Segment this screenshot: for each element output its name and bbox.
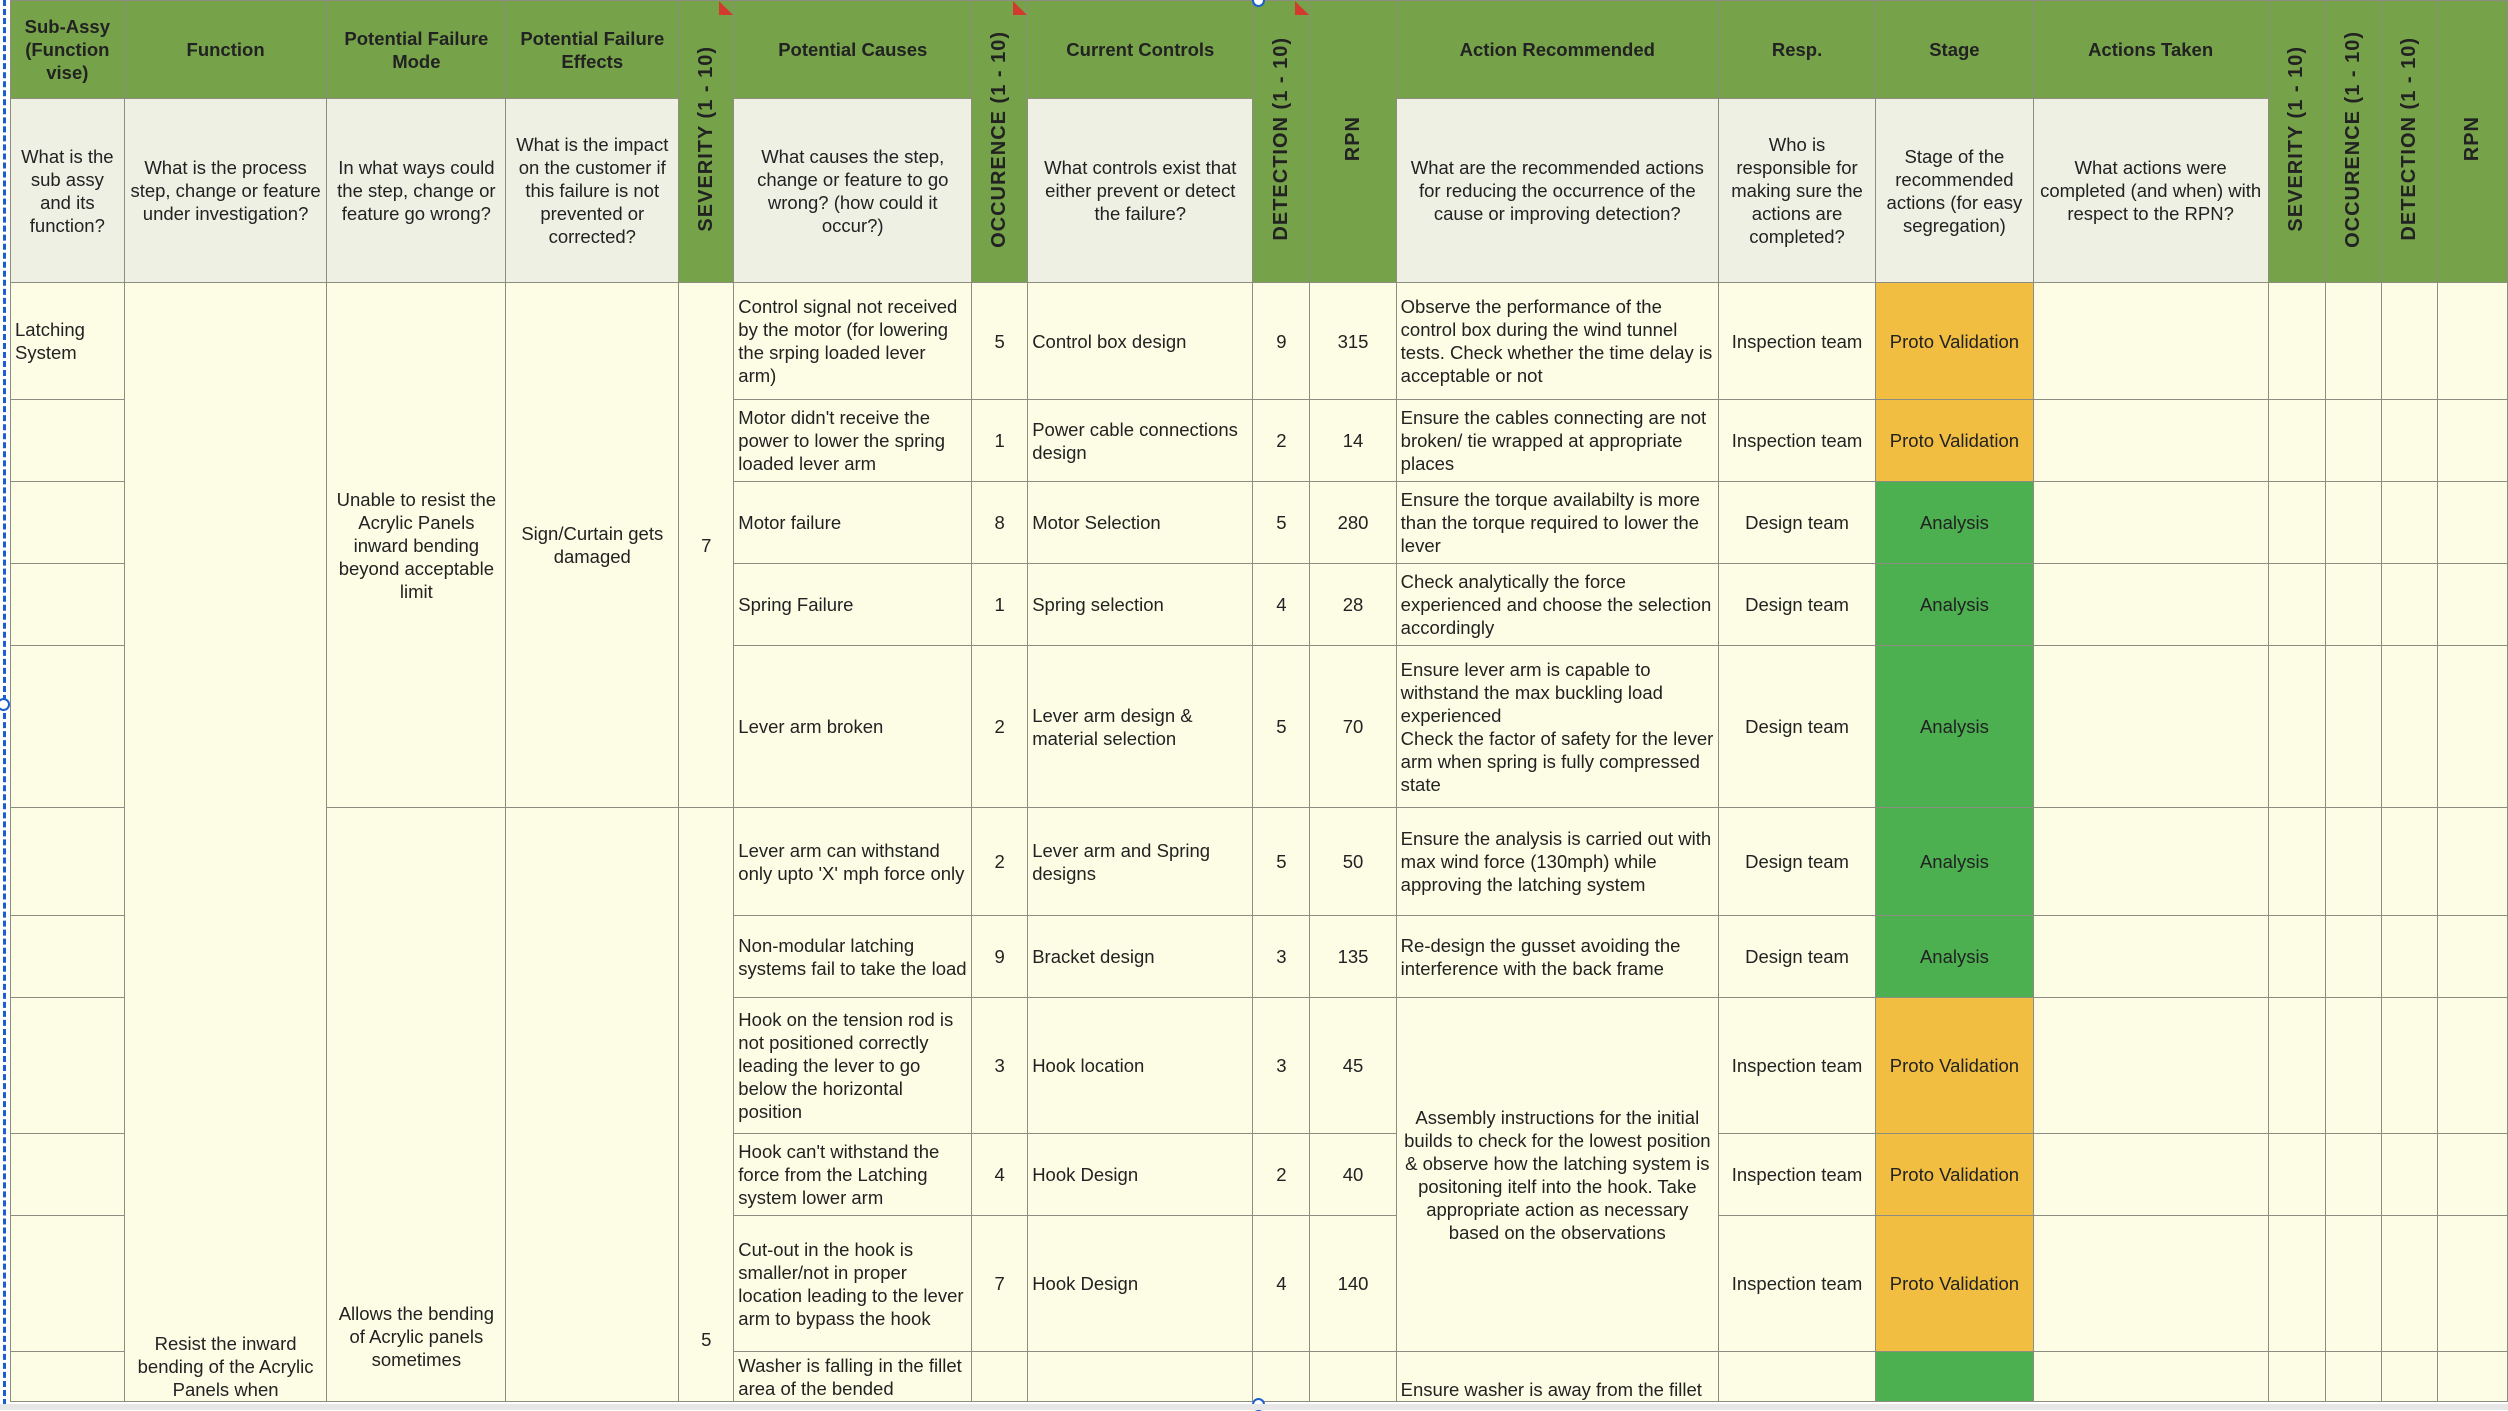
cell-detection[interactable]: 5: [1253, 808, 1310, 916]
col-header-function[interactable]: Function: [124, 1, 327, 99]
subheader-subassy[interactable]: What is the sub assy and its function?: [11, 99, 125, 283]
comment-marker-icon[interactable]: [1295, 1, 1309, 15]
cell-occurrence[interactable]: 9: [972, 916, 1028, 998]
cell-rpn-new[interactable]: [2438, 808, 2508, 916]
cell-detection[interactable]: 3: [1253, 916, 1310, 998]
cell-actions-taken[interactable]: [2033, 1216, 2268, 1352]
cell-stage[interactable]: Analysis: [1876, 646, 2034, 808]
cell-detection[interactable]: 2: [1253, 400, 1310, 482]
cell-stage[interactable]: Analysis: [1876, 564, 2034, 646]
cell-detection[interactable]: 9: [1253, 283, 1310, 400]
subheader-stage[interactable]: Stage of the recommended actions (for easy segregation): [1876, 99, 2034, 283]
cell-detection-new[interactable]: [2382, 564, 2438, 646]
cell-subassy[interactable]: [11, 1352, 125, 1402]
cell-subassy[interactable]: [11, 400, 125, 482]
cell-occurrence[interactable]: 3: [972, 998, 1028, 1134]
cell-severity-new[interactable]: [2268, 400, 2325, 482]
fmea-table: [10, 0, 2508, 1402]
col-header-action[interactable]: Action Recommended: [1396, 1, 1718, 99]
cell-stage[interactable]: Proto Validation: [1876, 1216, 2034, 1352]
cell-rpn[interactable]: [1310, 1352, 1396, 1402]
cell-detection[interactable]: 5: [1253, 646, 1310, 808]
cell-detection[interactable]: 4: [1253, 564, 1310, 646]
cell-action[interactable]: Ensure washer is away from the fillet: [1396, 1352, 1718, 1402]
cell-detection-new[interactable]: [2382, 646, 2438, 808]
cell-actions-taken[interactable]: [2033, 998, 2268, 1134]
cell-actions-taken[interactable]: [2033, 283, 2268, 400]
cell-severity-new[interactable]: [2268, 283, 2325, 400]
col-header-detection[interactable]: [1253, 1, 1310, 283]
cell-resp[interactable]: Inspection team: [1718, 400, 1875, 482]
cell-failure-mode-1[interactable]: Unable to resist the Acrylic Panels inward bending beyond acceptable limit: [327, 283, 506, 808]
cell-cause[interactable]: Lever arm broken: [734, 646, 972, 808]
cell-subassy[interactable]: Latching System: [11, 283, 125, 400]
occurrence-label: OCCURENCE (1 - 10): [988, 30, 1011, 248]
cell-rpn-new[interactable]: [2438, 1134, 2508, 1216]
cell-actions-taken[interactable]: [2033, 1134, 2268, 1216]
cell-detection-new[interactable]: [2382, 1216, 2438, 1352]
cell-rpn-new[interactable]: [2438, 998, 2508, 1134]
cell-resp[interactable]: [1718, 1352, 1875, 1402]
cell-detection-new[interactable]: [2382, 998, 2438, 1134]
cell-severity-new[interactable]: [2268, 1216, 2325, 1352]
cell-occurrence-new[interactable]: [2325, 482, 2382, 564]
table-row: [11, 808, 2508, 916]
cell-function[interactable]: Resist the inward bending of the Acrylic Panels when: [124, 283, 327, 1402]
cell-effects-2[interactable]: [506, 808, 679, 1402]
cell-control[interactable]: [1028, 1352, 1253, 1402]
severity-2-label: SEVERITY (1 - 10): [2285, 46, 2308, 232]
rpn-2-label: RPN: [2461, 116, 2484, 162]
cell-detection[interactable]: 4: [1253, 1216, 1310, 1352]
col-header-failure-effects[interactable]: Potential Failure Effects: [506, 1, 679, 99]
cell-stage[interactable]: [1876, 1352, 2034, 1402]
cell-stage[interactable]: Analysis: [1876, 808, 2034, 916]
cell-actions-taken[interactable]: [2033, 916, 2268, 998]
cell-actions-taken[interactable]: [2033, 808, 2268, 916]
col-header-actions-taken[interactable]: Actions Taken: [2033, 1, 2268, 99]
cell-occurrence[interactable]: [972, 1352, 1028, 1402]
cell-action-merged[interactable]: Assembly instructions for the initial builds to check for the lowest position & observe how the latching system is positoning itelf into the hook. Take appropriate action as necessary based on the observations: [1396, 998, 1718, 1352]
col-header-severity[interactable]: [679, 1, 734, 283]
col-header-resp[interactable]: Resp.: [1718, 1, 1875, 99]
cell-control[interactable]: Hook Design: [1028, 1134, 1253, 1216]
severity-label: SEVERITY (1 - 10): [694, 46, 717, 232]
cell-actions-taken[interactable]: [2033, 1352, 2268, 1402]
cell-rpn-new[interactable]: [2438, 564, 2508, 646]
col-header-controls[interactable]: Current Controls: [1028, 1, 1253, 99]
cell-rpn-new[interactable]: [2438, 283, 2508, 400]
detection-2-label: DETECTION (1 - 10): [2398, 37, 2421, 241]
subheader-failure-mode[interactable]: In what ways could the step, change or feature go wrong?: [327, 99, 506, 283]
cell-action[interactable]: Check analytically the force experienced and choose the selection accordingly: [1396, 564, 1718, 646]
cell-subassy[interactable]: [11, 998, 125, 1134]
cell-occurrence-new[interactable]: [2325, 916, 2382, 998]
cell-cause[interactable]: Control signal not received by the motor (for lowering the srping loaded lever arm): [734, 283, 972, 400]
cell-resp[interactable]: Design team: [1718, 564, 1875, 646]
cell-rpn[interactable]: 70: [1310, 646, 1396, 808]
cell-failure-mode-2[interactable]: Allows the bending of Acrylic panels sometimes: [327, 808, 506, 1402]
cell-action[interactable]: Ensure the torque availabilty is more than the torque required to lower the lever: [1396, 482, 1718, 564]
cell-severity-new[interactable]: [2268, 1134, 2325, 1216]
cell-occurrence-new[interactable]: [2325, 998, 2382, 1134]
col-header-stage[interactable]: Stage: [1876, 1, 2034, 99]
cell-control[interactable]: Spring selection: [1028, 564, 1253, 646]
cell-rpn-new[interactable]: [2438, 916, 2508, 998]
cell-cause[interactable]: Lever arm can withstand only upto 'X' mph force only: [734, 808, 972, 916]
cell-stage[interactable]: Proto Validation: [1876, 1134, 2034, 1216]
cell-actions-taken[interactable]: [2033, 400, 2268, 482]
cell-severity-new[interactable]: [2268, 1352, 2325, 1402]
cell-control[interactable]: Hook location: [1028, 998, 1253, 1134]
cell-effects-1[interactable]: Sign/Curtain gets damaged: [506, 283, 679, 808]
cell-occurrence-new[interactable]: [2325, 1216, 2382, 1352]
cell-control[interactable]: Motor Selection: [1028, 482, 1253, 564]
cell-action[interactable]: Ensure lever arm is capable to withstand the max buckling load experienced Check the factor of safety for the lever arm when spring is fully compressed state: [1396, 646, 1718, 808]
col-header-occurrence-2[interactable]: [2325, 1, 2382, 283]
cell-cause[interactable]: Hook can't withstand the force from the Latching system lower arm: [734, 1134, 972, 1216]
cell-occurrence-new[interactable]: [2325, 808, 2382, 916]
cell-occurrence-new[interactable]: [2325, 400, 2382, 482]
subheader-actions-taken[interactable]: What actions were completed (and when) with respect to the RPN?: [2033, 99, 2268, 283]
cell-rpn-new[interactable]: [2438, 482, 2508, 564]
col-header-rpn[interactable]: [1310, 1, 1396, 283]
cell-rpn[interactable]: 45: [1310, 998, 1396, 1134]
cell-control[interactable]: Lever arm and Spring designs: [1028, 808, 1253, 916]
cell-resp[interactable]: Design team: [1718, 916, 1875, 998]
cell-resp[interactable]: Inspection team: [1718, 998, 1875, 1134]
cell-cause[interactable]: Spring Failure: [734, 564, 972, 646]
rpn-label: RPN: [1341, 116, 1364, 162]
cell-rpn[interactable]: 315: [1310, 283, 1396, 400]
cell-occurrence-new[interactable]: [2325, 564, 2382, 646]
cell-subassy[interactable]: [11, 916, 125, 998]
cell-detection[interactable]: 5: [1253, 482, 1310, 564]
cell-occurrence-new[interactable]: [2325, 1134, 2382, 1216]
cell-severity-new[interactable]: [2268, 916, 2325, 998]
table-row: [11, 283, 2508, 400]
cell-rpn[interactable]: 50: [1310, 808, 1396, 916]
subheader-causes[interactable]: What causes the step, change or feature to go wrong? (how could it occur?): [734, 99, 972, 283]
cell-rpn-new[interactable]: [2438, 1352, 2508, 1402]
cell-occurrence[interactable]: 1: [972, 400, 1028, 482]
col-header-failure-mode[interactable]: Potential Failure Mode: [327, 1, 506, 99]
cell-occurrence-new[interactable]: [2325, 283, 2382, 400]
cell-cause[interactable]: Motor didn't receive the power to lower the spring loaded lever arm: [734, 400, 972, 482]
col-header-rpn-2[interactable]: [2438, 1, 2508, 283]
header-row: [11, 1, 2508, 99]
subheader-failure-effects[interactable]: What is the impact on the customer if this failure is not prevented or corrected?: [506, 99, 679, 283]
cell-subassy[interactable]: [11, 808, 125, 916]
cell-action[interactable]: Ensure the analysis is carried out with max wind force (130mph) while approving the latching system: [1396, 808, 1718, 916]
cell-action[interactable]: Re-design the gusset avoiding the interference with the back frame: [1396, 916, 1718, 998]
cell-rpn[interactable]: 14: [1310, 400, 1396, 482]
cell-stage[interactable]: Proto Validation: [1876, 400, 2034, 482]
cell-control[interactable]: Power cable connections design: [1028, 400, 1253, 482]
cell-rpn-new[interactable]: [2438, 646, 2508, 808]
cell-severity-new[interactable]: [2268, 564, 2325, 646]
cell-occurrence-new[interactable]: [2325, 646, 2382, 808]
cell-resp[interactable]: Inspection team: [1718, 283, 1875, 400]
subheader-resp[interactable]: Who is responsible for making sure the actions are completed?: [1718, 99, 1875, 283]
cell-severity-2[interactable]: 5: [679, 808, 734, 1402]
cell-detection-new[interactable]: [2382, 482, 2438, 564]
cell-severity-new[interactable]: [2268, 646, 2325, 808]
cell-subassy[interactable]: [11, 1134, 125, 1216]
horizontal-scrollbar[interactable]: [0, 1404, 2508, 1410]
subheader-controls[interactable]: What controls exist that either prevent or detect the failure?: [1028, 99, 1253, 283]
cell-rpn[interactable]: 140: [1310, 1216, 1396, 1352]
cell-occurrence[interactable]: 4: [972, 1134, 1028, 1216]
cell-occurrence[interactable]: 2: [972, 808, 1028, 916]
cell-severity-new[interactable]: [2268, 808, 2325, 916]
col-header-subassy[interactable]: Sub-Assy (Function vise): [11, 1, 125, 99]
cell-detection-new[interactable]: [2382, 1134, 2438, 1216]
cell-rpn[interactable]: 28: [1310, 564, 1396, 646]
cell-detection[interactable]: 2: [1253, 1134, 1310, 1216]
col-header-causes[interactable]: Potential Causes: [734, 1, 972, 99]
subheader-function[interactable]: What is the process step, change or feature under investigation?: [124, 99, 327, 283]
cell-cause[interactable]: Hook on the tension rod is not positioned correctly leading the lever to go below the horizontal position: [734, 998, 972, 1134]
cell-occurrence[interactable]: 7: [972, 1216, 1028, 1352]
selection-handle-left[interactable]: [0, 698, 10, 711]
cell-control[interactable]: Hook Design: [1028, 1216, 1253, 1352]
cell-rpn[interactable]: 280: [1310, 482, 1396, 564]
cell-rpn[interactable]: 40: [1310, 1134, 1396, 1216]
cell-resp[interactable]: Design team: [1718, 482, 1875, 564]
cell-resp[interactable]: Inspection team: [1718, 1216, 1875, 1352]
cell-detection-new[interactable]: [2382, 808, 2438, 916]
cell-detection-new[interactable]: [2382, 1352, 2438, 1402]
detection-label: DETECTION (1 - 10): [1269, 37, 1292, 241]
cell-severity-new[interactable]: [2268, 482, 2325, 564]
cell-cause[interactable]: Washer is falling in the fillet area of the bended: [734, 1352, 972, 1402]
cell-occurrence[interactable]: 5: [972, 283, 1028, 400]
cell-cause[interactable]: Cut-out in the hook is smaller/not in proper location leading to the lever arm to bypass the hook: [734, 1216, 972, 1352]
cell-stage[interactable]: Proto Validation: [1876, 998, 2034, 1134]
cell-detection-new[interactable]: [2382, 400, 2438, 482]
col-header-severity-2[interactable]: [2268, 1, 2325, 283]
cell-detection-new[interactable]: [2382, 283, 2438, 400]
cell-subassy[interactable]: [11, 646, 125, 808]
cell-rpn-new[interactable]: [2438, 400, 2508, 482]
comment-marker-icon[interactable]: [1013, 1, 1027, 15]
cell-control[interactable]: Lever arm design & material selection: [1028, 646, 1253, 808]
comment-marker-icon[interactable]: [719, 1, 733, 15]
cell-occurrence[interactable]: 1: [972, 564, 1028, 646]
cell-occurrence[interactable]: 8: [972, 482, 1028, 564]
cell-severity-new[interactable]: [2268, 998, 2325, 1134]
cell-actions-taken[interactable]: [2033, 564, 2268, 646]
col-header-detection-2[interactable]: [2382, 1, 2438, 283]
cell-detection[interactable]: [1253, 1352, 1310, 1402]
cell-severity-1[interactable]: 7: [679, 283, 734, 808]
cell-resp[interactable]: Design team: [1718, 646, 1875, 808]
cell-subassy[interactable]: [11, 564, 125, 646]
cell-stage[interactable]: Proto Validation: [1876, 283, 2034, 400]
cell-occurrence[interactable]: 2: [972, 646, 1028, 808]
occurrence-2-label: OCCURENCE (1 - 10): [2342, 30, 2364, 248]
col-header-occurrence[interactable]: [972, 1, 1028, 283]
cell-actions-taken[interactable]: [2033, 646, 2268, 808]
cell-subassy[interactable]: [11, 1216, 125, 1352]
cell-rpn-new[interactable]: [2438, 1216, 2508, 1352]
cell-cause[interactable]: Motor failure: [734, 482, 972, 564]
cell-stage[interactable]: Analysis: [1876, 482, 2034, 564]
subheader-action[interactable]: What are the recommended actions for reducing the occurrence of the cause or improving detection?: [1396, 99, 1718, 283]
cell-occurrence-new[interactable]: [2325, 1352, 2382, 1402]
cell-detection-new[interactable]: [2382, 916, 2438, 998]
cell-cause[interactable]: Non-modular latching systems fail to take the load: [734, 916, 972, 998]
cell-control[interactable]: Control box design: [1028, 283, 1253, 400]
cell-rpn[interactable]: 135: [1310, 916, 1396, 998]
cell-detection[interactable]: 3: [1253, 998, 1310, 1134]
cell-stage[interactable]: Analysis: [1876, 916, 2034, 998]
cell-action[interactable]: Ensure the cables connecting are not broken/ tie wrapped at appropriate places: [1396, 400, 1718, 482]
cell-subassy[interactable]: [11, 482, 125, 564]
cell-actions-taken[interactable]: [2033, 482, 2268, 564]
cell-resp[interactable]: Design team: [1718, 808, 1875, 916]
cell-control[interactable]: Bracket design: [1028, 916, 1253, 998]
cell-resp[interactable]: Inspection team: [1718, 1134, 1875, 1216]
cell-action[interactable]: Observe the performance of the control box during the wind tunnel tests. Check whether the time delay is acceptable or not: [1396, 283, 1718, 400]
